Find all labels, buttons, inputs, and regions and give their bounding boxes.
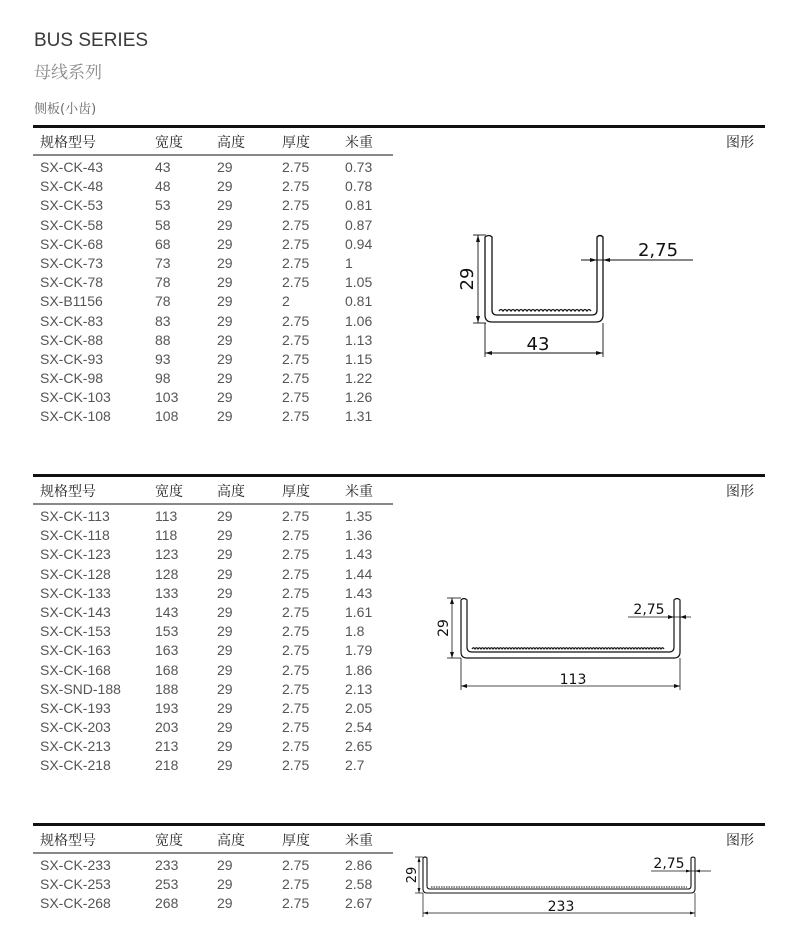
cell-thickness: 2.75 [282, 603, 310, 620]
cell-thickness: 2.75 [282, 370, 310, 387]
cell-width: 98 [155, 370, 171, 387]
cell-model: SX-SND-188 [40, 680, 121, 697]
cell-width: 143 [155, 603, 179, 620]
cell-width: 233 [155, 857, 179, 873]
col-header-thickness: 厚度 [282, 484, 310, 500]
table-row [33, 585, 393, 604]
cell-thickness: 2.75 [282, 719, 310, 736]
cell-thickness: 2.75 [282, 331, 310, 348]
profile-drawing-113 [423, 592, 723, 692]
table-row [33, 681, 393, 700]
cell-width: 113 [155, 508, 178, 524]
cell-thickness: 2.75 [282, 178, 310, 195]
cell-weight: 1.61 [345, 603, 373, 620]
cell-height: 29 [217, 508, 233, 524]
table-row [33, 757, 393, 776]
section-top-rule [33, 474, 765, 477]
cell-thickness: 2.75 [282, 350, 310, 367]
header-underline [33, 852, 393, 854]
cell-height: 29 [217, 757, 233, 774]
cell-width: 108 [155, 408, 179, 425]
cell-model: SX-CK-53 [40, 197, 104, 214]
table-row [33, 217, 393, 236]
cell-thickness: 2.75 [282, 895, 310, 912]
profile-drawing-233 [401, 853, 721, 943]
cell-thickness: 2.75 [282, 738, 310, 755]
section-subtitle: 侧板(小齿) [34, 102, 97, 117]
cell-model: SX-CK-123 [40, 546, 111, 563]
table-row [33, 642, 393, 661]
cell-weight: 1.86 [345, 661, 373, 678]
cell-thickness: 2.75 [282, 661, 310, 678]
cell-width: 133 [155, 584, 179, 601]
table-row [33, 370, 393, 389]
cell-thickness: 2.75 [282, 527, 310, 544]
table-row [33, 408, 393, 427]
cell-weight: 0.73 [345, 159, 373, 175]
cell-weight: 1.22 [345, 370, 373, 387]
cell-height: 29 [217, 565, 233, 582]
cell-height: 29 [217, 623, 233, 640]
cell-model: SX-CK-83 [40, 312, 104, 329]
col-header-height: 高度 [217, 484, 245, 500]
col-header-model: 规格型号 [40, 135, 96, 151]
table-row [33, 566, 393, 585]
cell-height: 29 [217, 235, 233, 252]
cell-model: SX-CK-108 [40, 408, 111, 425]
cell-model: SX-CK-128 [40, 565, 111, 582]
cell-weight: 0.81 [345, 293, 373, 310]
cell-model: SX-CK-168 [40, 661, 111, 678]
cell-thickness: 2.75 [282, 254, 310, 271]
table-row [33, 876, 393, 895]
cell-model: SX-CK-93 [40, 350, 104, 367]
cell-height: 29 [217, 642, 233, 659]
cell-height: 29 [217, 408, 233, 425]
cell-height: 29 [217, 274, 233, 291]
table-header [33, 479, 393, 503]
cell-width: 53 [155, 197, 171, 214]
col-header-height: 高度 [217, 833, 245, 849]
cell-width: 93 [155, 350, 171, 367]
table-row [33, 332, 393, 351]
cell-weight: 2.13 [345, 680, 373, 697]
cell-model: SX-CK-103 [40, 389, 111, 406]
cell-model: SX-CK-133 [40, 584, 111, 601]
cell-model: SX-CK-203 [40, 719, 111, 736]
table-row [33, 738, 393, 757]
page-title-en: BUS SERIES [34, 30, 149, 51]
cell-model: SX-CK-268 [40, 895, 111, 912]
cell-thickness: 2.75 [282, 546, 310, 563]
cell-weight: 1.36 [345, 527, 373, 544]
cell-weight: 2.65 [345, 738, 373, 755]
cell-width: 153 [155, 623, 179, 640]
cell-width: 213 [155, 738, 179, 755]
cell-thickness: 2.75 [282, 197, 310, 214]
cell-height: 29 [217, 216, 233, 233]
col-header-model: 规格型号 [40, 484, 96, 500]
cell-weight: 1.15 [345, 350, 373, 367]
cell-height: 29 [217, 876, 233, 893]
col-header-height: 高度 [217, 135, 245, 151]
cell-height: 29 [217, 312, 233, 329]
cell-weight: 0.78 [345, 178, 373, 195]
cell-weight: 0.81 [345, 197, 373, 214]
cell-thickness: 2.75 [282, 876, 310, 893]
cell-height: 29 [217, 699, 233, 716]
cell-model: SX-CK-73 [40, 254, 104, 271]
cell-weight: 1.13 [345, 331, 373, 348]
cell-height: 29 [217, 331, 233, 348]
cell-weight: 1.35 [345, 508, 373, 524]
cell-height: 29 [217, 178, 233, 195]
cell-model: SX-CK-113 [40, 508, 110, 524]
page-title-cn: 母线系列 [34, 63, 102, 83]
cell-model: SX-CK-88 [40, 331, 104, 348]
cell-height: 29 [217, 738, 233, 755]
cell-height: 29 [217, 719, 233, 736]
cell-weight: 2.58 [345, 876, 373, 893]
profile-drawing-43 [453, 225, 713, 360]
cell-height: 29 [217, 584, 233, 601]
cell-width: 268 [155, 895, 179, 912]
cell-height: 29 [217, 159, 233, 175]
spec-section-1 [33, 125, 765, 445]
cell-thickness: 2.75 [282, 699, 310, 716]
cell-width: 188 [155, 680, 179, 697]
cell-weight: 1.26 [345, 389, 373, 406]
section-top-rule [33, 823, 765, 826]
cell-width: 168 [155, 661, 179, 678]
col-header-weight: 米重 [345, 833, 373, 849]
cell-width: 68 [155, 235, 171, 252]
cell-thickness: 2.75 [282, 216, 310, 233]
cell-height: 29 [217, 527, 233, 544]
figure-label: 图形 [726, 833, 754, 849]
cell-height: 29 [217, 680, 233, 697]
height-dimension-label: 29 [405, 866, 420, 884]
cell-weight: 2.7 [345, 757, 365, 774]
cell-width: 118 [155, 527, 178, 544]
figure-label: 图形 [726, 484, 754, 500]
cell-thickness: 2.75 [282, 857, 310, 873]
header-underline [33, 503, 393, 505]
cell-thickness: 2.75 [282, 680, 310, 697]
cell-weight: 2.05 [345, 699, 373, 716]
col-header-width: 宽度 [155, 135, 183, 151]
table-row [33, 604, 393, 623]
thickness-dimension-label: 2,75 [637, 240, 679, 261]
cell-width: 163 [155, 642, 179, 659]
cell-thickness: 2.75 [282, 312, 310, 329]
cell-model: SX-CK-118 [40, 527, 110, 544]
cell-weight: 0.94 [345, 235, 373, 252]
cell-model: SX-CK-68 [40, 235, 104, 252]
table-row [33, 351, 393, 370]
thickness-dimension-label: 2,75 [633, 602, 665, 618]
cell-model: SX-CK-48 [40, 178, 104, 195]
thickness-dimension-label: 2,75 [653, 856, 685, 872]
col-header-width: 宽度 [155, 484, 183, 500]
cell-width: 253 [155, 876, 179, 893]
cell-weight: 1.06 [345, 312, 373, 329]
spec-section-3 [33, 823, 765, 943]
col-header-width: 宽度 [155, 833, 183, 849]
width-dimension-label: 113 [559, 672, 587, 688]
height-dimension-label: 29 [457, 267, 478, 291]
cell-thickness: 2.75 [282, 235, 310, 252]
cell-weight: 1 [345, 254, 353, 271]
spec-table-body [33, 508, 393, 777]
table-row [33, 508, 393, 527]
cell-weight: 1.44 [345, 565, 373, 582]
table-row [33, 719, 393, 738]
table-row [33, 255, 393, 274]
cell-thickness: 2.75 [282, 565, 310, 582]
cell-width: 203 [155, 719, 179, 736]
cell-weight: 1.79 [345, 642, 373, 659]
cell-height: 29 [217, 857, 233, 873]
width-dimension-label: 233 [547, 899, 575, 915]
table-row [33, 389, 393, 408]
cell-model: SX-CK-153 [40, 623, 111, 640]
cell-height: 29 [217, 603, 233, 620]
cell-height: 29 [217, 197, 233, 214]
table-header [33, 130, 393, 154]
cell-weight: 1.8 [345, 623, 365, 640]
cell-weight: 0.87 [345, 216, 373, 233]
cell-model: SX-CK-213 [40, 738, 111, 755]
cell-weight: 2.54 [345, 719, 373, 736]
cell-model: SX-CK-193 [40, 699, 111, 716]
cell-thickness: 2.75 [282, 274, 310, 291]
cell-thickness: 2.75 [282, 408, 310, 425]
cell-width: 78 [155, 293, 171, 310]
cell-height: 29 [217, 661, 233, 678]
table-row [33, 293, 393, 312]
cell-weight: 1.31 [345, 408, 373, 425]
cell-thickness: 2.75 [282, 623, 310, 640]
cell-width: 193 [155, 699, 179, 716]
cell-model: SX-CK-58 [40, 216, 104, 233]
cell-model: SX-CK-233 [40, 857, 111, 873]
table-row [33, 546, 393, 565]
cell-height: 29 [217, 546, 233, 563]
cell-weight: 2.86 [345, 857, 373, 873]
cell-thickness: 2 [282, 293, 290, 310]
cell-width: 48 [155, 178, 171, 195]
height-dimension-label: 29 [436, 619, 452, 637]
table-row [33, 857, 393, 876]
cell-model: SX-CK-43 [40, 159, 104, 175]
section-top-rule [33, 125, 765, 128]
cell-model: SX-CK-143 [40, 603, 111, 620]
table-row [33, 895, 393, 914]
cell-model: SX-CK-218 [40, 757, 111, 774]
cell-thickness: 2.75 [282, 757, 310, 774]
cell-height: 29 [217, 350, 233, 367]
table-row [33, 236, 393, 255]
cell-thickness: 2.75 [282, 159, 310, 175]
cell-height: 29 [217, 895, 233, 912]
cell-weight: 1.43 [345, 546, 373, 563]
cell-width: 103 [155, 389, 179, 406]
table-row [33, 527, 393, 546]
table-row [33, 623, 393, 642]
cell-height: 29 [217, 389, 233, 406]
width-dimension-label: 43 [526, 334, 550, 355]
col-header-weight: 米重 [345, 484, 373, 500]
spec-table-body [33, 159, 393, 428]
cell-width: 83 [155, 312, 171, 329]
cell-height: 29 [217, 293, 233, 310]
table-header [33, 828, 393, 852]
cell-width: 218 [155, 757, 179, 774]
spec-section-2 [33, 474, 765, 794]
cell-weight: 1.43 [345, 584, 373, 601]
header-underline [33, 154, 393, 156]
cell-width: 128 [155, 565, 179, 582]
cell-height: 29 [217, 254, 233, 271]
spec-table-body [33, 857, 393, 915]
cell-model: SX-CK-253 [40, 876, 111, 893]
cell-width: 43 [155, 159, 171, 175]
cell-width: 123 [155, 546, 179, 563]
table-row [33, 662, 393, 681]
figure-label: 图形 [726, 135, 754, 151]
table-row [33, 197, 393, 216]
cell-height: 29 [217, 370, 233, 387]
cell-model: SX-CK-163 [40, 642, 111, 659]
cell-weight: 1.05 [345, 274, 373, 291]
cell-thickness: 2.75 [282, 642, 310, 659]
cell-model: SX-CK-98 [40, 370, 104, 387]
cell-width: 73 [155, 254, 171, 271]
table-row [33, 700, 393, 719]
cell-weight: 2.67 [345, 895, 373, 912]
cell-thickness: 2.75 [282, 508, 310, 524]
col-header-weight: 米重 [345, 135, 373, 151]
col-header-thickness: 厚度 [282, 135, 310, 151]
cell-width: 88 [155, 331, 171, 348]
col-header-thickness: 厚度 [282, 833, 310, 849]
cell-thickness: 2.75 [282, 584, 310, 601]
cell-width: 58 [155, 216, 171, 233]
cell-width: 78 [155, 274, 171, 291]
col-header-model: 规格型号 [40, 833, 96, 849]
table-row [33, 178, 393, 197]
table-row [33, 313, 393, 332]
cell-model: SX-B1156 [40, 293, 103, 310]
table-row [33, 159, 393, 178]
table-row [33, 274, 393, 293]
cell-thickness: 2.75 [282, 389, 310, 406]
cell-model: SX-CK-78 [40, 274, 104, 291]
